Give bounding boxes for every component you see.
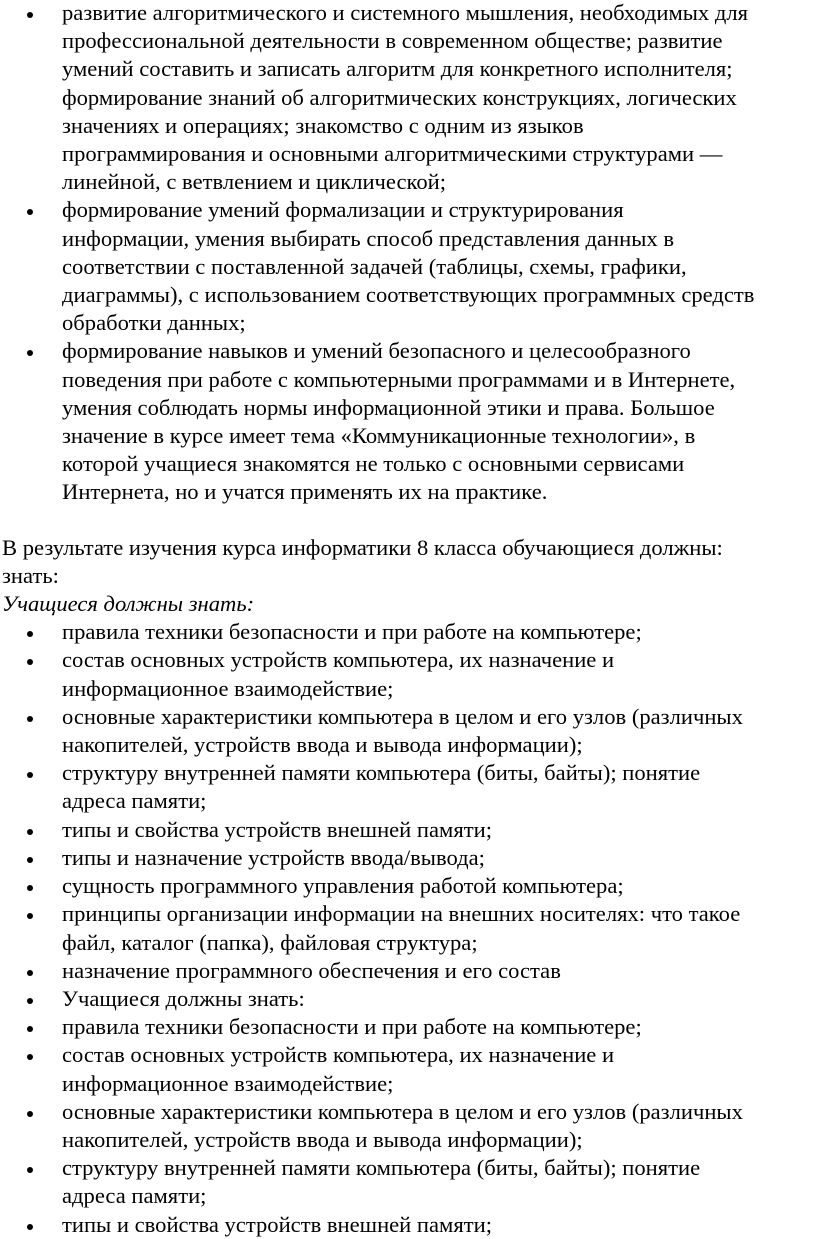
list-item (0, 703, 816, 759)
list-item (0, 900, 816, 956)
text-line: адреса памяти; (62, 1183, 207, 1209)
text-line: которой учащиеся знакомятся не только с основными сервисами (62, 451, 685, 477)
text-line: формирование умений формализации и структурирования (62, 197, 624, 223)
text-line: основные характеристики компьютера в целом и его узлов (различных (62, 703, 743, 729)
list-item (0, 985, 816, 1013)
text-line: состав основных устройств компьютера, их назначение и (62, 1042, 615, 1068)
text-line: Учащиеся должны знать: (62, 985, 305, 1011)
text-line: типы и свойства устройств внешней памяти; (62, 816, 492, 842)
text-line: поведения при работе с компьютерными программами и в Интернете, (62, 366, 736, 392)
text-line: типы и назначение устройств ввода/вывода; (62, 844, 485, 870)
text-line: обработки данных; (62, 310, 246, 336)
subheading-text: Учащиеся должны знать: (2, 591, 255, 617)
text-line: накопителей, устройств ввода и вывода информации); (62, 732, 583, 758)
text-line: информации, умения выбирать способ представления данных в (62, 225, 675, 251)
text-line: основные характеристики компьютера в целом и его узлов (различных (62, 1098, 743, 1124)
text-line: умения соблюдать нормы информационной этики и права. Большое (62, 394, 715, 420)
list-item (0, 872, 816, 900)
list-item (0, 646, 816, 702)
text-line: профессиональной деятельности в современном обществе; развитие (62, 28, 723, 54)
paragraph-spacer (0, 507, 816, 534)
goals-list (0, 0, 816, 507)
text-line: программирования и основными алгоритмическими структурами — (62, 141, 723, 167)
text-line: В результате изучения курса информатики 8 класса обучающиеся должны: (2, 534, 723, 560)
text-line: информационное взаимодействие; (62, 1070, 394, 1096)
list-item (0, 957, 816, 985)
text-line: структуру внутренней памяти компьютера (биты, байты); понятие (62, 1155, 701, 1181)
list-item (0, 0, 816, 196)
text-line: соответствии с поставленной задачей (таблицы, схемы, графики, (62, 253, 687, 279)
text-line: файл, каталог (папка), файловая структура; (62, 929, 478, 955)
result-paragraph (0, 534, 816, 590)
list-item (0, 816, 816, 844)
list-item (0, 1211, 816, 1239)
list-item (0, 1154, 816, 1210)
text-line: значение в курсе имеет тема «Коммуникационные технологии», в (62, 423, 696, 449)
text-line: типы и свойства устройств внешней памяти; (62, 1211, 492, 1237)
text-line: состав основных устройств компьютера, их назначение и (62, 647, 615, 673)
text-line: информационное взаимодействие; (62, 675, 394, 701)
text-line: знать: (2, 562, 59, 588)
text-line: значениях и операциях; знакомство с одним из языков (62, 112, 584, 138)
list-item (0, 337, 816, 506)
list-item (0, 1098, 816, 1154)
text-line: формирование знаний об алгоритмических конструкциях, логических (62, 84, 737, 110)
text-line: линейной, с ветвлением и циклической; (62, 169, 447, 195)
text-line: формирование навыков и умений безопасного и целесообразного (62, 338, 691, 364)
text-line: умений составить и записать алгоритм для конкретного исполнителя; (62, 56, 733, 82)
list-item (0, 1041, 816, 1097)
text-line: принципы организации информации на внешних носителях: что такое (62, 901, 741, 927)
list-item (0, 1013, 816, 1041)
text-line: диаграммы), с использованием соответствующих программных средств (62, 282, 755, 308)
text-line: Интернета, но и учатся применять их на практике. (62, 479, 548, 505)
knowledge-list (0, 618, 816, 1238)
list-item (0, 759, 816, 815)
text-line: накопителей, устройств ввода и вывода информации); (62, 1126, 583, 1152)
text-line: сущность программного управления работой компьютера; (62, 873, 624, 899)
list-item (0, 844, 816, 872)
subheading (0, 590, 816, 618)
text-line: назначение программного обеспечения и его состав (62, 957, 561, 983)
text-line: развитие алгоритмического и системного мышления, необходимых для (62, 0, 749, 25)
list-item (0, 618, 816, 646)
text-line: адреса памяти; (62, 788, 207, 814)
list-item (0, 196, 816, 337)
text-line: структуру внутренней памяти компьютера (биты, байты); понятие (62, 760, 701, 786)
text-line: правила техники безопасности и при работе на компьютере; (62, 1014, 642, 1040)
text-line: правила техники безопасности и при работе на компьютере; (62, 619, 642, 645)
